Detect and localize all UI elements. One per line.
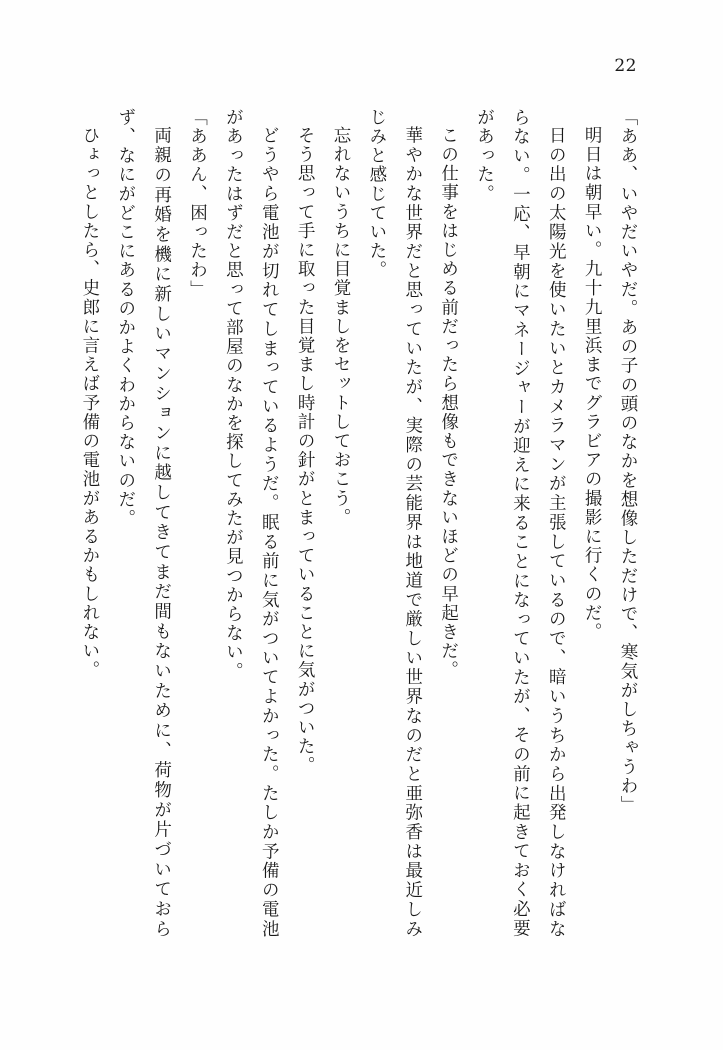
paragraph: 明日は朝早い。九十九里浜までグラビアの撮影に行くのだ。 bbox=[582, 125, 603, 642]
paragraph: 「ああん、困ったわ」 bbox=[187, 108, 208, 299]
paragraph: ひょっとしたら、史郎に言えば予備の電池があるかもしれない。 bbox=[79, 125, 100, 680]
paragraph: どうやら電池が切れてしまっているようだ。眠る前に気がついてよかった。たしか予備の電池があったはずだと思って部屋のなかを探してみたが見つからない。 bbox=[223, 108, 280, 938]
paragraph: 忘れないうちに目覚ましをセットしておこう。 bbox=[331, 125, 351, 527]
paragraph: そう思って手に取った目覚まし時計の針がとまっていることに気がついた。 bbox=[295, 125, 316, 775]
paragraph: 両親の再婚を機に新しいマンションに越してきてまだ間もないために、荷物が片づいておらず、なにがどこにあるのかよくわからないのだ。 bbox=[115, 108, 172, 938]
paragraph: 日の出の太陽光を使いたいとカメラマンが主張しているので、暗いうちから出発しなければならない。一応、早朝にマネージャーが迎えに来ることになっていたが、その前に起きておく必要があった。 bbox=[474, 108, 567, 938]
paragraph: 「ああ、いやだいやだ。あの子の頭のなかを想像しただけで、寒気がしちゃうわ」 bbox=[618, 108, 638, 815]
page-body-text bbox=[78, 108, 645, 938]
paragraph: 華やかな世界だと思っていたが、実際の芸能界は地道で厳しい世界なのだと亜弥香は最近しみじみと感じていた。 bbox=[366, 108, 423, 938]
paragraph: この仕事をはじめる前だったら想像もできないほどの早起きだ。 bbox=[438, 125, 459, 680]
page-number: 22 bbox=[614, 56, 637, 76]
